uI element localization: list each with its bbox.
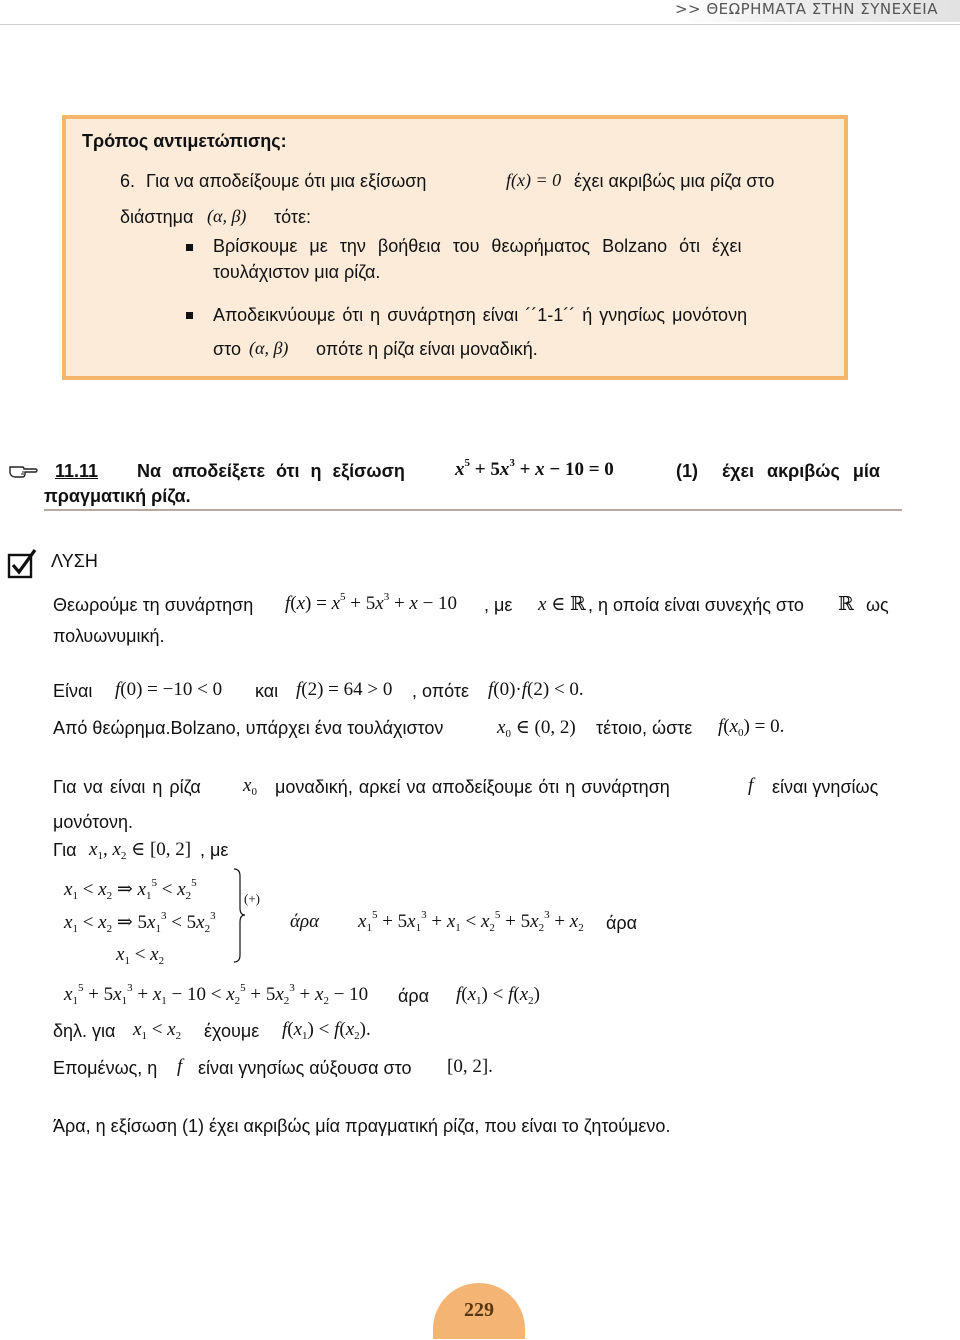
exercise-equation: $x^5 + 5x^3 + x - 10 = 0$ [455, 457, 614, 480]
method-bullet1-line2: τουλάχιστον μια ρίζα. [213, 262, 381, 282]
method-interval-text: διάστημα [120, 207, 194, 227]
method-bullet1-line1: Βρίσκουμε με την βοήθεια του θεωρήματος Bolzano ότι έχει [213, 236, 742, 256]
f-inequality: $f(x_1) < f(x_2)$ [456, 984, 540, 1007]
solution-p1-line2: πολυωνυμική. [53, 626, 165, 646]
solution-p2-then: , οπότε [412, 681, 470, 701]
solution-p4-start: Για να είναι η ρίζα [53, 777, 201, 797]
solution-p7-mid: είναι γνησίως αύξουσα στο [198, 1058, 412, 1078]
header-title: >> ΘΕΩΡΗΜΑΤΑ ΣΤΗΝ ΣΥΝΕΧΕΙΑ [674, 0, 938, 18]
right-brace-icon [232, 868, 246, 963]
therefore-word-2: άρα [606, 913, 638, 933]
addition-sign: (+) [244, 891, 260, 906]
solution-heading: ΛΥΣΗ [51, 551, 98, 571]
method-intro-text: Για να αποδείξουμε ότι μια εξίσωση [146, 171, 427, 191]
solution-p2-and: και [255, 681, 279, 701]
solution-p4-end: είναι γνησίως [772, 777, 879, 797]
solution-p5-end: , με [200, 840, 229, 860]
f-of-two: f(2) = 64 > 0 [296, 679, 393, 700]
solution-p1-start: Θεωρούμε τη συνάρτηση [53, 595, 254, 615]
exercise-tag: (1) [676, 461, 698, 481]
solution-conclusion: Άρα, η εξίσωση (1) έχει ακριβώς μία πραγματική ρίζα, που είναι το ζητούμενο. [53, 1116, 671, 1136]
therefore-word-3: άρα [398, 986, 430, 1006]
method-interval-end: τότε: [274, 207, 312, 227]
bolzano-product: f(0)·f(2) < 0. [488, 679, 584, 700]
x1-x2-in-interval: $x_1$, $x_2$ ∈ [0, 2] [89, 839, 192, 862]
method-bullet2-line1: Αποδεικνύουμε ότι η συνάρτηση είναι ´´1-1´´ ή γνησίως μονότονη [213, 305, 748, 325]
solution-p1-end: , η οποία είναι συνεχής στο [588, 595, 804, 615]
method-equation: f(x) = 0 [506, 170, 562, 190]
x1-less-x2: $x_1 < x_2$ [133, 1019, 182, 1042]
exercise-text: Να αποδείξετε ότι η εξίσωση [137, 461, 405, 481]
exercise-number: 11.11 [55, 461, 99, 481]
solution-p2-start: Είναι [53, 681, 93, 701]
method-bullet2-interval: (α, β) [249, 338, 289, 358]
header-rule [0, 24, 960, 25]
solution-p7-start: Επομένως, η [53, 1058, 158, 1078]
page-number: 229 [464, 1299, 494, 1321]
set-r-symbol: ℝ [838, 594, 854, 615]
ineq-step-3: $x_1 < x_2$ [116, 944, 165, 967]
exercise-text-end: έχει ακριβώς μία [722, 461, 880, 481]
solution-p4-mid: μοναδική, αρκεί να αποδείξουμε ότι η συνάρτηση [275, 777, 670, 797]
ineq-step-1: $x_1 < x_2$ ⇒ $x_1^5 < x_2^5$ [64, 877, 197, 902]
solution-p6-start: δηλ. για [53, 1021, 116, 1041]
pointing-hand-icon [8, 461, 38, 481]
function-f-2: f [177, 1056, 183, 1077]
exercise-rule [44, 509, 902, 511]
method-interval: (α, β) [207, 206, 247, 226]
bullet-square-icon [186, 244, 193, 251]
shifted-inequality: $x_1^5 + 5x_1^3 + x_1 - 10 < x_2^5 + 5x_2^3 + x_2 - 10$ [64, 982, 369, 1007]
checkbox-checked-icon [7, 549, 37, 579]
page-number-badge [433, 1283, 525, 1339]
root-x0: $x_0$ [243, 775, 257, 798]
solution-p6-mid: έχουμε [204, 1021, 260, 1041]
solution-p1-tail: ως [866, 595, 889, 615]
exercise-line2: πραγματική ρίζα. [44, 486, 191, 506]
domain-x-in-r: x ∈ ℝ [538, 594, 586, 615]
method-intro-end: έχει ακριβώς μια ρίζα στο [574, 171, 775, 191]
function-f: f [748, 775, 754, 796]
method-item-number: 6. [120, 171, 136, 191]
solution-p3-mid: τέτοιο, ώστε [596, 718, 693, 738]
method-bullet2-suffix: οπότε η ρίζα είναι μοναδική. [316, 339, 538, 359]
solution-p5-start: Για [53, 840, 77, 860]
method-box [62, 115, 848, 380]
method-bullet2-prefix: στο [213, 339, 241, 359]
f-of-zero: f(0) = −10 < 0 [115, 679, 223, 700]
closed-interval: [0, 2]. [447, 1056, 493, 1077]
ineq-step-2: $x_1 < x_2$ ⇒ $5x_1^3 < 5x_2^3$ [64, 910, 216, 935]
root-interval: $x_0$ ∈ (0, 2) [497, 717, 576, 740]
f-x1-less-f-x2: $f(x_1) < f(x_2)$. [282, 1019, 371, 1042]
bullet-square-icon [186, 312, 193, 319]
function-definition: $f(x) = x^5 + 5x^3 + x - 10$ [285, 591, 458, 614]
solution-p4-line2: μονότονη. [53, 812, 134, 832]
sum-inequality: $x_1^5 + 5x_1^3 + x_1 < x_2^5 + 5x_2^3 + x_2$ [358, 909, 584, 934]
root-equation: $f(x_0) = 0$. [718, 716, 785, 739]
solution-p1-mid: , με [484, 595, 513, 615]
therefore-word: άρα [290, 911, 320, 932]
solution-p3-start: Από θεώρημα.Bolzano, υπάρχει ένα τουλάχιστον [53, 718, 444, 738]
method-title: Τρόπος αντιμετώπισης: [82, 131, 287, 151]
